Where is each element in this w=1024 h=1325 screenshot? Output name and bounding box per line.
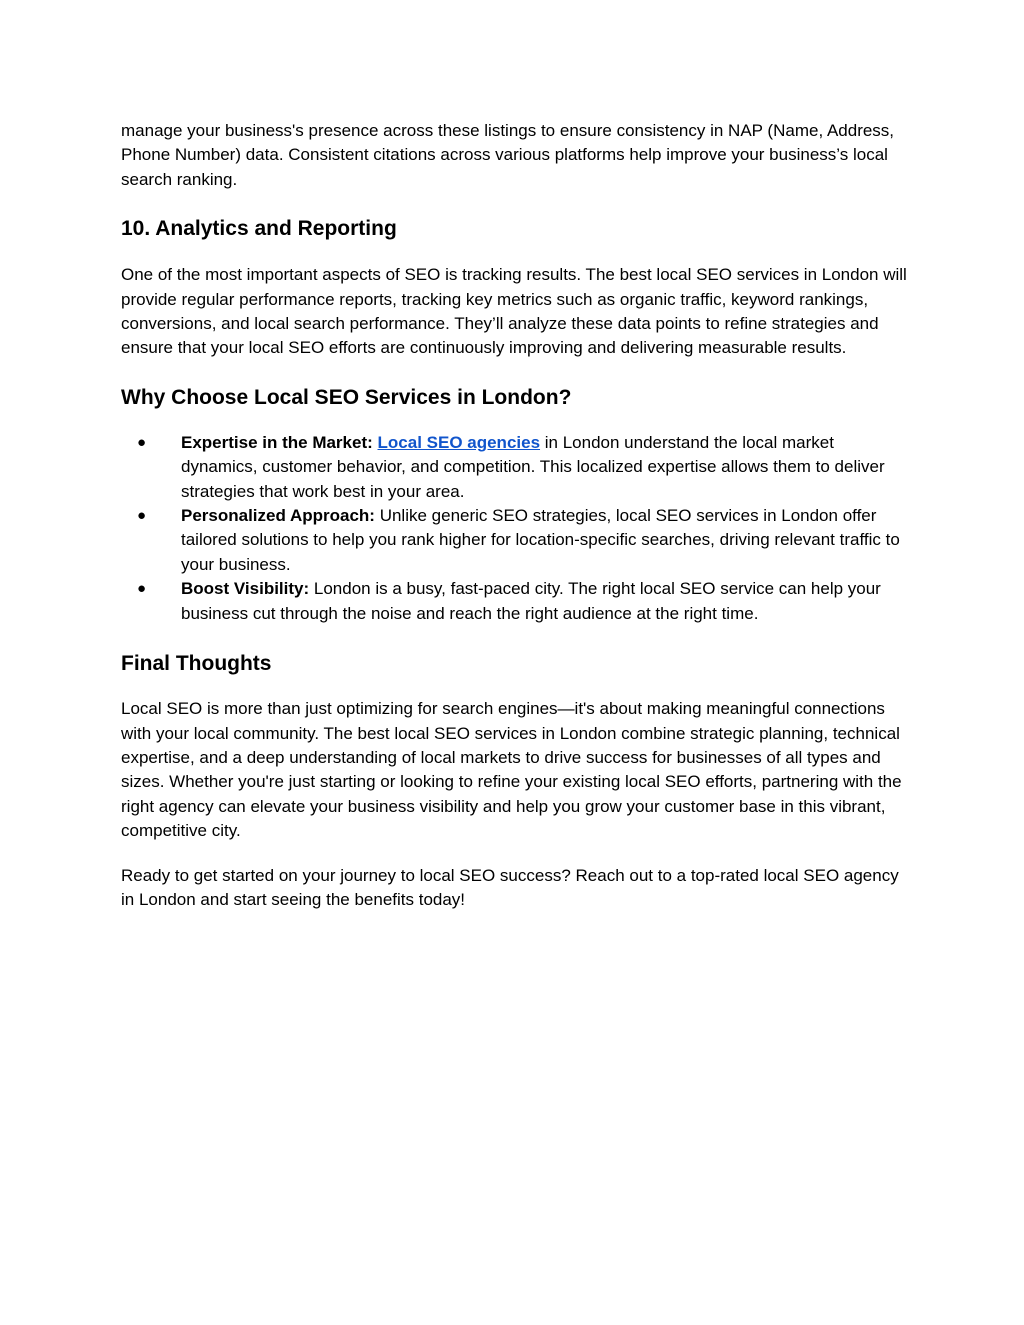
list-item-label: Boost Visibility: bbox=[181, 579, 310, 599]
final-thoughts-heading: Final Thoughts bbox=[121, 652, 272, 676]
benefits-list bbox=[121, 431, 911, 626]
list-item-label: Personalized Approach: bbox=[181, 506, 375, 526]
list-item-visibility bbox=[121, 577, 911, 626]
list-item-label: Expertise in the Market: bbox=[181, 432, 373, 452]
list-item-expertise bbox=[121, 431, 911, 504]
bullet-icon: ● bbox=[137, 433, 147, 451]
list-item-text: in London understand the local market dynamics, customer behavior, and competition. This localized expertise allows them to deliver strategies that work best in your area. bbox=[181, 432, 885, 501]
analytics-paragraph: One of the most important aspects of SEO is tracking results. The best local SEO services in London will provide regular performance reports, tracking key metrics such as organic traffic, keyword rankings, conversions, and local search performance. They’ll analyze these data points to refine strategies and ensure that your local SEO efforts are continuously improving and delivering measurable results. bbox=[121, 265, 907, 358]
why-choose-heading: Why Choose Local SEO Services in London? bbox=[121, 385, 572, 409]
document-page bbox=[121, 119, 911, 912]
analytics-heading: 10. Analytics and Reporting bbox=[121, 217, 397, 241]
intro-paragraph: manage your business's presence across these listings to ensure consistency in NAP (Name, Address, Phone Number) data. Consistent citations across various platforms help improve your business’s local search ranking. bbox=[121, 121, 895, 189]
final-paragraph-2: Ready to get started on your journey to local SEO success? Reach out to a top-rated local SEO agency in London and start seeing the benefits today! bbox=[121, 865, 899, 909]
local-seo-agencies-link[interactable]: Local SEO agencies bbox=[377, 432, 541, 452]
bullet-icon: ● bbox=[137, 580, 147, 598]
list-item-personalized bbox=[121, 504, 911, 577]
list-item-text: Unlike generic SEO strategies, local SEO services in London offer tailored solutions to help you rank higher for location-specific searches, driving relevant traffic to your business. bbox=[181, 506, 900, 574]
final-paragraph-1: Local SEO is more than just optimizing for search engines—it's about making meaningful connections with your local community. The best local SEO services in London combine strategic planning, technical expertise, and a deep understanding of local markets to drive success for businesses of all types and sizes. Whether you're just starting or looking to refine your existing local SEO efforts, partnering with the right agency can elevate your business visibility and help you grow your customer base in this vibrant, competitive city. bbox=[121, 699, 902, 841]
list-item-text: London is a busy, fast-paced city. The right local SEO service can help your business cut through the noise and reach the right audience at the right time. bbox=[181, 579, 881, 623]
bullet-icon: ● bbox=[137, 507, 147, 525]
